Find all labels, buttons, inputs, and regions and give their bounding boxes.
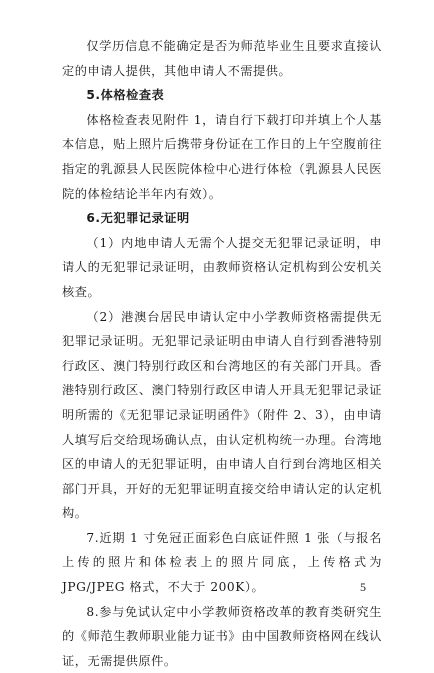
paragraph-teacher-certificate: 8.参与免试认定中小学教师资格改革的教育类研究生的《师范生教师职业能力证书》由中国教师资格网在线认证，无需提供原件。 <box>62 604 382 668</box>
paragraph-mainland-applicants: （1）内地申请人无需个人提交无犯罪记录证明，申请人的无犯罪记录证明，由教师资格认定机构到公安机关核查。 <box>62 235 382 299</box>
paragraph-physical-exam: 体格检查表见附件 1，请自行下载打印并填上个人基本信息，贴上照片后携带身份证在工作日的上午空腹前往指定的乳源县人民医院体检中心进行体检（乳源县人民医院的体检结论半年内有效）。 <box>62 112 382 201</box>
heading-no-criminal-record: 6.无犯罪记录证明 <box>86 211 190 226</box>
heading-physical-exam: 5.体格检查表 <box>86 88 165 103</box>
page-number: 5 <box>360 580 366 594</box>
paragraph-photo-requirement: 7.近期 1 寸免冠正面彩色白底证件照 1 张（与报名上传的照片和体检表上的照片同底，上传格式为 JPG/JPEG 格式，不大于 200K）。 <box>62 530 382 595</box>
paragraph-hk-macao-taiwan-applicants: （2）港澳台居民申请认定中小学教师资格需提供无犯罪记录证明。无犯罪记录证明由申请人自行到香港特别行政区、澳门特别行政区和台湾地区的有关部门开具。香港特别行政区、澳门特别行政区申请人开具无犯罪记录证明所需的《无犯罪记录证明函件》（附件 2、3），由申请人填写后交给现场确认点，由认定机构统一办理。台湾地区的申请人的无犯罪证明，由申请人自行到台湾地区相关部门开具，开好的无犯罪证明直接交给申请认定的认定机构。 <box>62 309 382 521</box>
paragraph-degree-info: 仅学历信息不能确定是否为师范毕业生且要求直接认定的申请人提供，其他申请人不需提供。 <box>62 39 382 78</box>
document-body <box>62 34 382 673</box>
